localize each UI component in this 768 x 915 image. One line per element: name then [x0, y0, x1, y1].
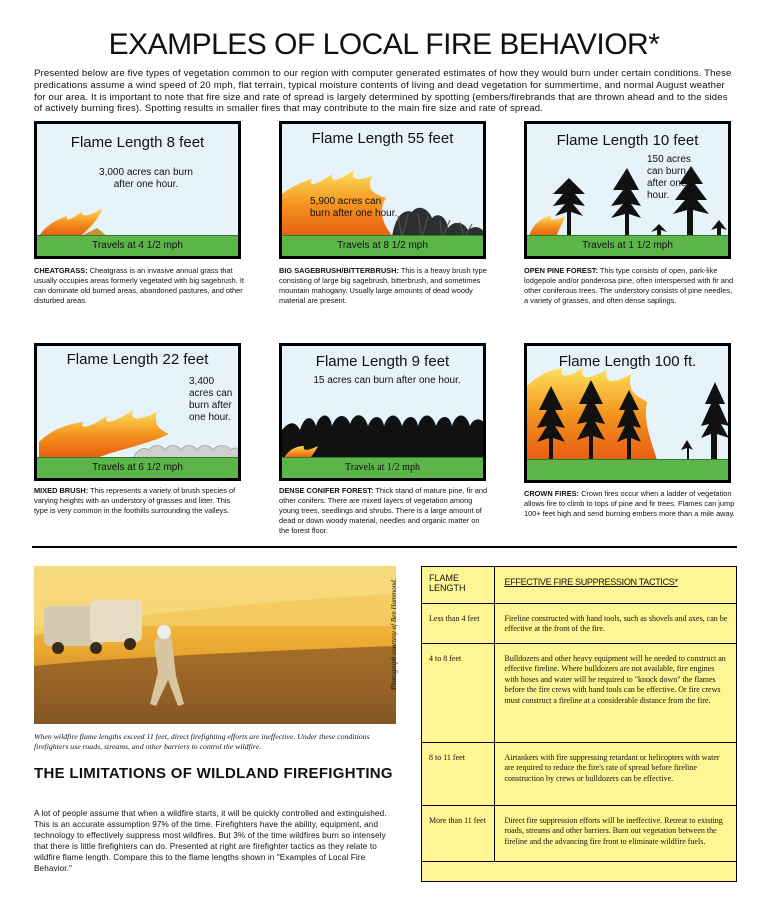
table-row — [422, 742, 736, 805]
desc-dense-conifer: DENSE CONIFER FOREST: Thick stand of mature pine, fir and other conifers. There are mixed layers of vegetation among young trees, seedlings and shrubs. There is a large amount of dead or down woody material, needles and organic matter on the forest floor. — [279, 486, 488, 535]
travel-speed: Travels at 6 1/2 mph — [37, 457, 238, 478]
desc-mixed-brush: MIXED BRUSH: This represents a variety of brush species of varying heights with an understory of grasses and litter. This type is very common in the foothills surrounding the valleys. — [34, 486, 236, 515]
flame-length: Flame Length 8 feet — [70, 134, 205, 151]
section-divider — [32, 546, 737, 548]
panel-crown-fire — [524, 343, 731, 483]
travel-speed: Travels at 1/2 mph — [282, 457, 483, 478]
intro-paragraph: Presented below are five types of vegetation common to our region with computer generated estimates of how they would burn under certain conditions. These predications assume a wind speed of 20 mph, flat terrain, typical moisture contents of living and dead vegetation for summertime, and normal August weather for our area. It is important to note that fire size and rate of spread is largely determined by spotting (embers/firebrands that are thrown ahead and to the sides of actively burning fires). Spotting results in smaller fires that may contribute to the main fire size and rate of spread. — [34, 68, 732, 115]
flame-length: Flame Length 9 feet — [315, 353, 450, 370]
header-flame-length: FLAME LENGTH — [422, 567, 494, 603]
desc-cheatgrass: CHEATGRASS: Cheatgrass is an invasive annual grass that usually occupies areas formerly vegetated with big sagebrush. It can dominate old burned areas, abandoned pastures, and other disturbed areas. — [34, 266, 244, 305]
row-length: More than 11 feet — [422, 805, 494, 861]
desc-sagebrush: BIG SAGEBRUSH/BITTERBRUSH: This is a heavy brush type consisting of large big sagebrush, bitterbrush, and sometimes mountain mahogany. Usually large amounts of dead woody material are present. — [279, 266, 487, 305]
panel-open-pine — [524, 121, 731, 259]
table-row — [422, 643, 736, 742]
row-tactic: Bulldozers and other heavy equipment will be needed to construct an effective fireline. Where bulldozers are not available, fire engines with hoses and water will be required to "knock down" the flames before the fire crews with hand tools can be effective. Or fire crews must construct a fireline at a considerable distance from the fire. — [494, 643, 736, 742]
firefighter-photo — [34, 566, 396, 724]
row-tactic: Fireline constructed with hand tools, such as shovels and axes, can be effective at the front of the fire. — [494, 603, 736, 643]
travel-speed: Travels at 4 1/2 mph — [37, 235, 238, 256]
page-title: EXAMPLES OF LOCAL FIRE BEHAVIOR* — [108, 28, 660, 61]
desc-crown-fire: CROWN FIRES: Crown fires occur when a ladder of vegetation allows fire to climb to tops of pine and fir trees. Flames can jump 100+ feet high and send burning embers more than a mile away. — [524, 489, 735, 518]
acres-burned: 3,000 acres can burn after one hour. — [99, 167, 193, 190]
panel-cheatgrass — [34, 121, 241, 259]
panel-mixed-brush — [34, 343, 241, 481]
flame-length: Flame Length 10 feet — [556, 132, 699, 149]
flame-length: Flame Length 100 ft. — [558, 353, 697, 370]
row-tactic: Direct fire suppression efforts will be ineffective. Retreat to existing roads, streams and other barriers. Burn out vegetation between the fireline and the advancing fire front to eliminate wildfire fuels. — [494, 805, 736, 861]
travel-speed — [527, 459, 728, 480]
table-row — [422, 805, 736, 861]
acres-burned: 5,900 acres can burn after one hour. — [310, 196, 398, 219]
limitations-title: THE LIMITATIONS OF WILDLAND FIREFIGHTING — [34, 765, 393, 782]
header-tactics: EFFECTIVE FIRE SUPPRESSION TACTICS* — [494, 567, 736, 603]
table-header-row — [422, 567, 736, 603]
row-length: 8 to 11 feet — [422, 742, 494, 805]
table-row — [422, 603, 736, 643]
flame-length: Flame Length 55 feet — [311, 130, 454, 147]
flame-length: Flame Length 22 feet — [66, 351, 209, 368]
acres-burned: 15 acres can burn after one hour. — [313, 375, 461, 386]
row-length: 4 to 8 feet — [422, 643, 494, 742]
desc-open-pine: OPEN PINE FOREST: This type consists of open, park-like lodgepole and/or ponderosa pine, often interspersed with fir and other coniferous trees. The understory consists of pine needles, a variety of grasses, and often dense saplings. — [524, 266, 734, 305]
table-row-empty — [422, 861, 736, 881]
tactics-table — [421, 566, 737, 882]
panel-sagebrush — [279, 121, 486, 259]
acres-burned: 3,400 acres can burn after one hour. — [189, 376, 233, 423]
photo-scene — [34, 566, 396, 724]
travel-speed: Travels at 8 1/2 mph — [282, 235, 483, 256]
photo-caption: When wildfire flame lengths exceed 11 feet, direct firefighting efforts are ineffective. Under these conditions firefighters use roads, streams, and other barriers to control the wildfire. — [34, 732, 370, 751]
acres-burned: 150 acres can burn after one hour. — [647, 154, 691, 201]
panel-dense-conifer — [279, 343, 486, 481]
travel-speed: Travels at 1 1/2 mph — [527, 235, 728, 256]
row-length: Less than 4 feet — [422, 603, 494, 643]
photo-credit: Photograph courtesy of Ben Hammond. — [390, 578, 398, 690]
limitations-body: A lot of people assume that when a wildfire starts, it will be quickly controlled and extinguished. This is an accurate assumption 97% of the time. Firefighters have the ability, equipment, and technology to effectively suppress most wildfires. But 3% of the time wildfires burn so intensely that there is little firefighters can do. Presented at right are firefighter tactics as they relate to wildfire flame length. Compare this to the flame lengths shown in "Examples of Local Fire Behavior." — [34, 809, 387, 873]
row-tactic: Airtankers with fire suppressing retardant or helicopters with water are required to reduce the fire's rate of spread before fireline construction by crews or bulldozers can be effective. — [494, 742, 736, 805]
